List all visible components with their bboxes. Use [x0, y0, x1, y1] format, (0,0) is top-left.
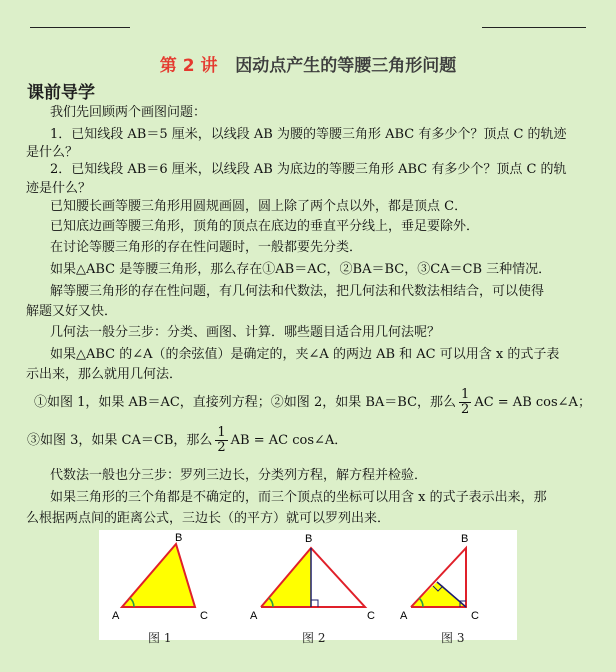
fraction-half	[215, 426, 227, 455]
fraction-numerator: 1	[217, 425, 226, 440]
vertex-c: C	[367, 610, 375, 622]
formula-2-expr: AB = AC cos∠A．	[230, 433, 348, 448]
paragraph-line: 么根据两点间的距离公式，三边长（的平方）就可以罗列出来．	[26, 511, 391, 526]
figure-caption-1: 图 1	[148, 631, 172, 645]
figure-caption-3: 图 3	[441, 631, 465, 645]
vertex-a: A	[400, 610, 408, 622]
lecture-title	[0, 51, 616, 76]
paragraph-line: 解题又好又快．	[26, 304, 118, 319]
figure-1	[112, 532, 208, 622]
triangle-1	[122, 544, 195, 607]
paragraph-line: 已知腰长画等腰三角形用圆规画圆，圆上除了两个点以外，都是顶点 C．	[50, 199, 468, 214]
vertex-b: B	[175, 532, 183, 544]
formula-line-1	[34, 388, 591, 417]
header-rule-left	[30, 27, 130, 28]
paragraph-line: 迹是什么？	[26, 181, 92, 196]
fraction-half	[459, 388, 471, 417]
formula-1-text: ①如图 1，如果 AB＝AC，直接列方程；②如图 2，如果 BA＝BC，那么	[34, 395, 457, 410]
fraction-numerator: 1	[461, 387, 470, 402]
paragraph-line: 是什么？	[26, 145, 79, 160]
formula-1-expr: AC = AB cos∠A；	[474, 395, 591, 410]
vertex-b: B	[305, 533, 313, 545]
paragraph-line: 示出来，那么就用几何法．	[26, 367, 183, 382]
paragraph-line: 如果△ABC 是等腰三角形，那么存在①AB＝AC，②BA＝BC，③CA＝CB 三种情况．	[50, 262, 552, 277]
vertex-a: A	[250, 610, 258, 622]
figure-2	[250, 533, 375, 622]
paragraph-line: 2．已知线段 AB＝6 厘米，以线段 AB 为底边的等腰三角形 ABC 有多少个？顶点 C 的轨	[50, 162, 567, 177]
paragraph-line: 在讨论等腰三角形的存在性问题时，一般都要先分类．	[50, 240, 363, 255]
fraction-denominator: 2	[461, 402, 470, 417]
paragraph-line: 代数法一般也分三步：罗列三边长，分类列方程，解方程并检验．	[50, 468, 428, 483]
vertex-c: C	[200, 610, 208, 622]
header-rule-right	[482, 27, 586, 28]
figure-caption-2: 图 2	[302, 631, 326, 645]
vertex-a: A	[112, 610, 120, 622]
triangle-figures	[99, 530, 517, 640]
formula-line-2	[27, 426, 347, 455]
vertex-b: B	[461, 533, 469, 545]
vertex-c: C	[471, 610, 479, 622]
paragraph-line: 如果三角形的三个角都是不确定的，而三个顶点的坐标可以用含 x 的式子表示出来，那	[50, 490, 547, 505]
paragraph-line: 如果△ABC 的∠A（的余弦值）是确定的，夹∠A 的两边 AB 和 AC 可以用含 x 的式子表	[50, 347, 560, 362]
lecture-title-text: 因动点产生的等腰三角形问题	[235, 56, 457, 76]
figure-3	[400, 533, 479, 622]
formula-2-text: ③如图 3，如果 CA＝CB，那么	[27, 433, 213, 448]
paragraph-line: 我们先回顾两个画图问题：	[50, 105, 207, 120]
fraction-denominator: 2	[217, 440, 226, 455]
paragraph-line: 解等腰三角形的存在性问题，有几何法和代数法，把几何法和代数法相结合，可以使得	[50, 284, 545, 299]
paragraph-line: 已知底边画等腰三角形，顶角的顶点在底边的垂直平分线上，垂足要除外．	[50, 219, 480, 234]
section-title: 课前导学	[27, 83, 95, 103]
lecture-number: 第 2 讲	[159, 56, 218, 76]
paragraph-line: 几何法一般分三步：分类、画图、计算．哪些题目适合用几何法呢？	[50, 325, 441, 340]
paragraph-line: 1．已知线段 AB＝5 厘米，以线段 AB 为腰的等腰三角形 ABC 有多少个？顶点 C 的轨迹	[50, 127, 567, 142]
